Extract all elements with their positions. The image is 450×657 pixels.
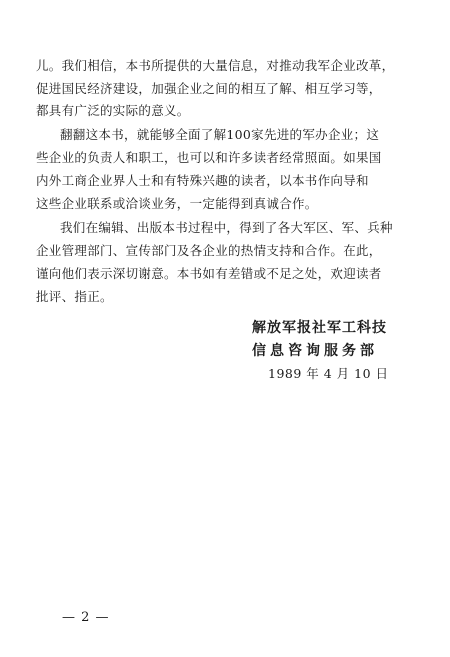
text-line: 些企业的负责人和职工，也可以和许多读者经常照面。如果国	[36, 150, 382, 165]
text-line: 都具有广泛的实际的意义。	[36, 103, 190, 118]
text-line: 促进国民经济建设，加强企业之间的相互了解、相互学习等，	[36, 81, 382, 96]
text-line: 这些企业联系或洽谈业务，一定能得到真诚合作。	[36, 196, 318, 211]
text-line: 翻翻这本书，就能够全面了解100家先进的军办企业；这	[60, 127, 380, 142]
signature-org-line2: 信息咨询服务部	[252, 343, 378, 359]
text-line: 批评、指正。	[36, 289, 113, 304]
text-line: 谨向他们表示深切谢意。本书如有差错或不足之处，欢迎读者	[36, 266, 382, 281]
text-line: 内外工商企业界人士和有特殊兴趣的读者，以本书作向导和	[36, 173, 369, 188]
signature-date: 1989 年 4 月 10 日	[268, 366, 389, 381]
text-line: 儿。我们相信，本书所提供的大量信息，对推动我军企业改革，	[36, 58, 395, 73]
text-line: 我们在编辑、出版本书过程中，得到了各大军区、军、兵种	[60, 220, 393, 235]
page-number: — 2 —	[62, 610, 110, 625]
signature-org-line1: 解放军报社军工科技	[252, 320, 387, 336]
text-line: 企业管理部门、宣传部门及各企业的热情支持和合作。在此，	[36, 243, 382, 258]
